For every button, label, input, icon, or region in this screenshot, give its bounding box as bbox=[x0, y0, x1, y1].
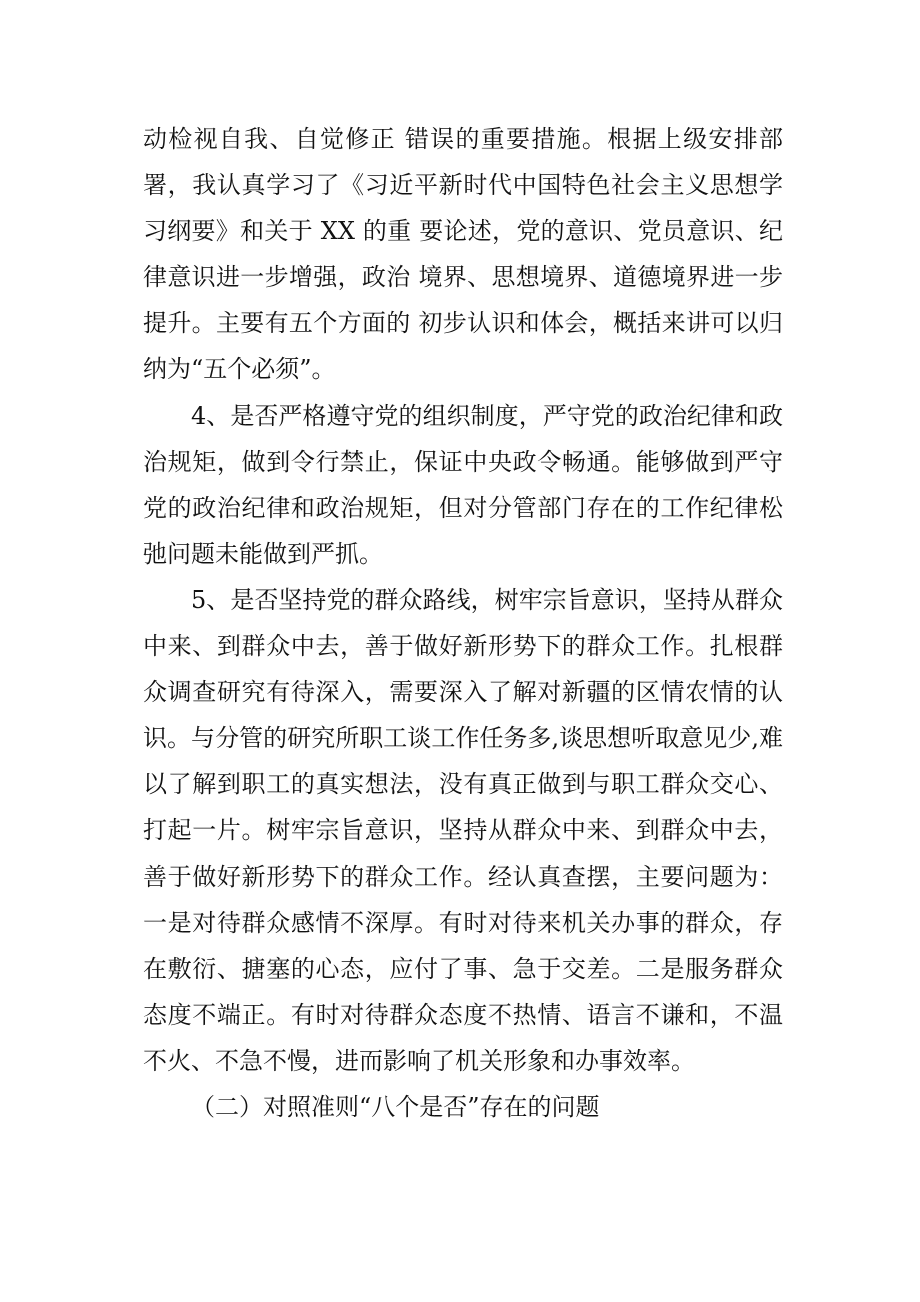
paragraph-item-4: 4、是否严格遵守党的组织制度，严守党的政治纪律和政治规矩，做到令行禁止，保证中央政令畅通。能够做到严守党的政治纪律和政治规矩，但对分管部门存在的工作纪律松弛问题未能做到严抓。 bbox=[143, 401, 783, 568]
document-body bbox=[143, 116, 783, 1130]
paragraph-item-5: 5、是否坚持党的群众路线，树牢宗旨意识，坚持从群众中来、到群众中去，善于做好新形势下的群众工作。扎根群众调查研究有待深入，需要深入了解对新疆的区情农情的认识。与分管的研究所职工谈工作任务多,谈思想听取意见少,难以了解到职工的真实想法，没有真正做到与职工群众交心、打起一片。树牢宗旨意识，坚持从群众中来、到群众中去，善于做好新形势下的群众工作。经认真查摆，主要问题为：一是对待群众感情不深厚。有时对待来机关办事的群众，存在敷衍、搪塞的心态，应付了事、急于交差。二是服务群众态度不端正。有时对待群众态度不热情、语言不谦和，不温不火、不急不慢，进而影响了机关形象和办事效率。 bbox=[143, 585, 783, 1075]
section-heading: （二）对照准则“八个是否”存在的问题 bbox=[191, 1092, 600, 1121]
paragraph-intro-continuation: 动检视自我、自觉修正 错误的重要措施。根据上级安排部署，我认真学习了《习近平新时代中国特色社会主义思想学习纲要》和关于 XX 的重 要论述，党的意识、党员意识、纪律意识进一步增强，政治 境界、思想境界、道德境界进一步提升。主要有五个方面的 初步认识和体会，概括来讲可以归纳为“五个必须”。 bbox=[143, 125, 783, 384]
